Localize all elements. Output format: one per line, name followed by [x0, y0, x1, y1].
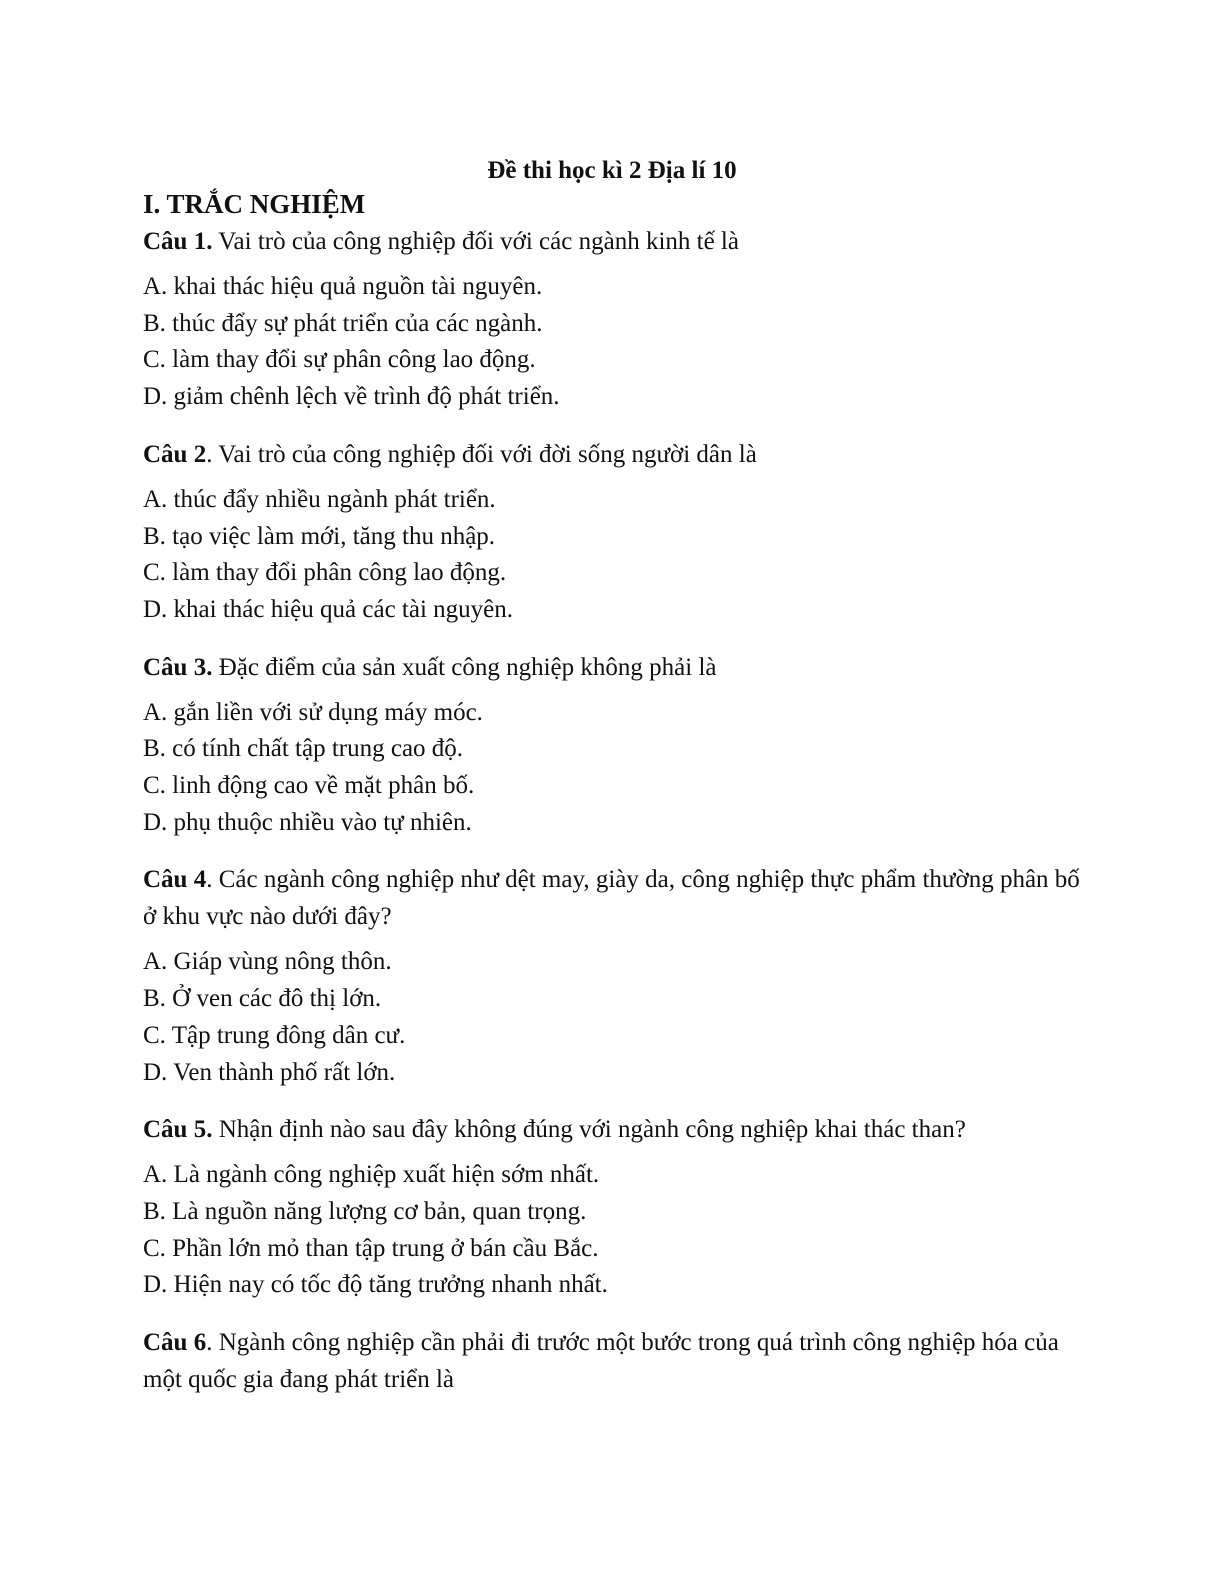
answer-option-b: B. tạo việc làm mới, tăng thu nhập. — [143, 522, 496, 550]
answer-option-a: A. khai thác hiệu quả nguồn tài nguyên. — [143, 273, 543, 300]
question-text: Vai trò của công nghiệp đối với các ngành kinh tế là — [212, 228, 739, 255]
question-4 — [143, 861, 1083, 1091]
answer-option-b: B. Là nguồn năng lượng cơ bản, quan trọng. — [143, 1197, 587, 1225]
question-1 — [143, 223, 1083, 416]
answer-option-c: C. Tập trung đông dân cư. — [143, 1021, 406, 1049]
answer-option-d: D. giảm chênh lệch về trình độ phát triển. — [143, 383, 560, 411]
question-label: Câu 4 — [143, 866, 207, 894]
answer-option-c: C. linh động cao về mặt phân bố. — [143, 772, 475, 800]
answer-option-c: C. làm thay đổi sự phân công lao động. — [143, 346, 536, 374]
question-label: Câu 6 — [143, 1329, 207, 1357]
document-title: Đề thi học kì 2 Địa lí 10 — [487, 157, 737, 184]
question-5 — [143, 1111, 1083, 1304]
section-heading: I. TRẮC NGHIỆM — [143, 189, 366, 219]
question-stem — [143, 436, 1083, 473]
question-6 — [143, 1324, 1083, 1398]
question-label: Câu 1. — [143, 228, 213, 255]
answer-option-a: A. gắn liền với sử dụng máy móc. — [143, 698, 483, 726]
answer-option-b: B. thúc đẩy sự phát triển của các ngành. — [143, 309, 543, 337]
answer-option-b: B. Ở ven các đô thị lớn. — [143, 985, 382, 1013]
answer-option-d: D. phụ thuộc nhiều vào tự nhiên. — [143, 808, 472, 836]
question-list — [143, 223, 1083, 1418]
question-label: Câu 2 — [143, 440, 207, 468]
question-stem — [143, 223, 1083, 260]
answer-option-d: D. Hiện nay có tốc độ tăng trưởng nhanh nhất. — [143, 1271, 608, 1299]
answer-option-c: C. Phần lớn mỏ than tập trung ở bán cầu Bắc. — [143, 1234, 599, 1262]
answer-option-a: A. thúc đẩy nhiều ngành phát triển. — [143, 485, 496, 513]
question-3 — [143, 649, 1083, 842]
answer-option-b: B. có tính chất tập trung cao độ. — [143, 735, 464, 763]
question-stem — [143, 1324, 1083, 1398]
question-text: Nhận định nào sau đây không đúng với ngành công nghiệp khai thác than? — [212, 1116, 966, 1144]
answer-option-d: D. khai thác hiệu quả các tài nguyên. — [143, 595, 513, 623]
question-label: Câu 5. — [143, 1116, 213, 1144]
question-text: . Vai trò của công nghiệp đối với đời sống người dân là — [206, 440, 757, 468]
answer-option-c: C. làm thay đổi phân công lao động. — [143, 559, 507, 587]
question-stem — [143, 1111, 1083, 1148]
answer-option-a: A. Là ngành công nghiệp xuất hiện sớm nhất. — [143, 1161, 600, 1189]
question-text: Đặc điểm của sản xuất công nghiệp không phải là — [212, 653, 717, 681]
question-stem — [143, 649, 1083, 686]
question-text: . Các ngành công nghiệp như dệt may, giày da, công nghiệp thực phẩm thường phân bố ở khu vực nào dưới đây? — [143, 866, 1080, 931]
question-2 — [143, 436, 1083, 629]
answer-option-d: D. Ven thành phố rất lớn. — [143, 1058, 396, 1086]
question-stem — [143, 861, 1083, 935]
question-label: Câu 3. — [143, 653, 213, 681]
question-text: . Ngành công nghiệp cần phải đi trước một bước trong quá trình công nghiệp hóa của một quốc gia đang phát triển là — [143, 1329, 1059, 1394]
answer-option-a: A. Giáp vùng nông thôn. — [143, 948, 392, 976]
